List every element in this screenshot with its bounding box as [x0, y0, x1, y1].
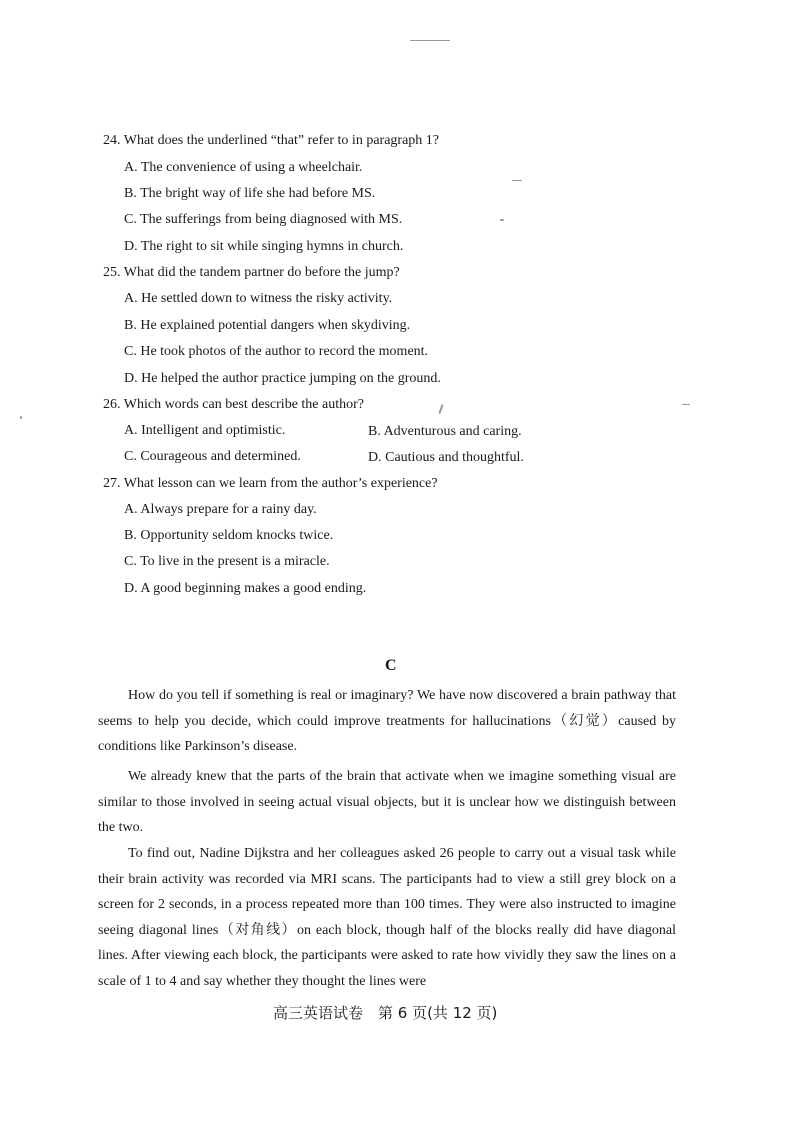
question-26-option-d: D. Cautious and thoughtful. [368, 450, 524, 465]
scan-speck [438, 404, 443, 414]
question-27-stem: 27. What lesson can we learn from the author’s experience? [103, 476, 438, 491]
question-24-option-a: A. The convenience of using a wheelchair. [124, 160, 363, 175]
question-25-option-a: A. He settled down to witness the risky activity. [124, 291, 393, 306]
question-25-option-c: C. He took photos of the author to record the moment. [124, 344, 429, 359]
section-label: C [385, 657, 397, 674]
question-27-option-a: A. Always prepare for a rainy day. [124, 502, 317, 517]
question-27-option-c: C. To live in the present is a miracle. [124, 554, 330, 569]
passage-paragraph-2: We already knew that the parts of the brain that activate when we imagine something visual are similar to those involved in seeing actual visual objects, but it is unclear how we distinguish between the two. [98, 769, 676, 835]
question-27-option-d: D. A good beginning makes a good ending. [124, 581, 367, 596]
scan-speck [20, 416, 22, 419]
question-26-option-b: B. Adventurous and caring. [368, 424, 522, 439]
scan-speck [500, 219, 504, 221]
passage-paragraph-3: To find out, Nadine Dijkstra and her colleagues asked 26 people to carry out a visual task while their brain activity was recorded via MRI scans. The participants had to view a still grey block on a screen for 2 seconds, in a process repeated more than 100 times. They were also instructed to imagine seeing diagonal lines（对角线）on each block, though half of the blocks really did have diagonal lines. After viewing each block, the participants were asked to rate how vividly they saw the lines on a scale of 1 to 4 and say whether they thought the lines were [98, 846, 676, 989]
question-24-stem: 24. What does the underlined “that” refer to in paragraph 1? [103, 133, 439, 148]
scan-speck [410, 40, 450, 41]
question-26-option-c: C. Courageous and determined. [124, 449, 301, 464]
page-footer: 高三英语试卷 第 6 页(共 12 页) [273, 1004, 498, 1022]
question-24-option-c: C. The sufferings from being diagnosed with MS. [124, 212, 403, 227]
question-27-option-b: B. Opportunity seldom knocks twice. [124, 528, 334, 543]
question-25-option-d: D. He helped the author practice jumping on the ground. [124, 371, 441, 386]
scan-speck [682, 404, 690, 405]
question-25-option-b: B. He explained potential dangers when skydiving. [124, 318, 411, 333]
question-24-option-b: B. The bright way of life she had before MS. [124, 186, 376, 201]
question-24-option-d: D. The right to sit while singing hymns in church. [124, 239, 404, 254]
scan-speck [512, 180, 522, 181]
question-26-option-a: A. Intelligent and optimistic. [124, 423, 286, 438]
passage-paragraph-1: How do you tell if something is real or imaginary? We have now discovered a brain pathway that seems to help you decide, which could improve treatments for hallucinations（幻觉）caused by conditions like Parkinson’s disease. [98, 688, 676, 754]
question-25-stem: 25. What did the tandem partner do before the jump? [103, 265, 400, 280]
question-26-stem: 26. Which words can best describe the author? [103, 397, 364, 412]
